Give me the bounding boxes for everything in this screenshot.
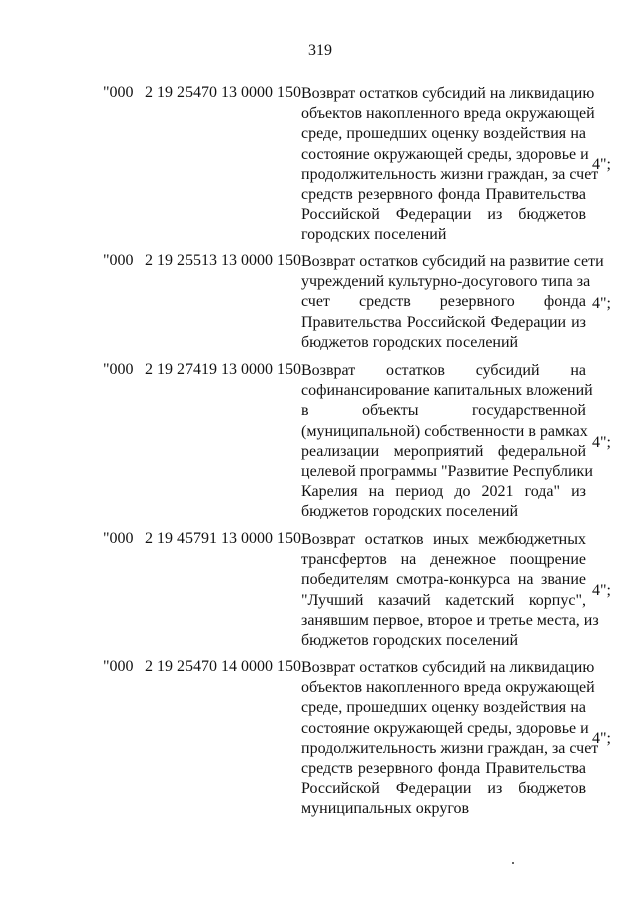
description-line: городских поселений xyxy=(301,226,447,244)
entry-prefix: "000 xyxy=(103,361,134,378)
description-line: бюджетов городских поселений xyxy=(301,632,519,650)
description-line: среде, прошедших оценку воздействия на xyxy=(301,699,586,717)
description-line: объектов накопленного вреда окружающей xyxy=(301,105,595,123)
description-line: учреждений культурно-досугового типа за xyxy=(301,273,591,291)
description-line: Российской Федерации из бюджетов xyxy=(301,206,586,224)
budget-code: 2 19 25470 14 0000 150 xyxy=(145,658,301,675)
description-line: Правительства Российской Федерации из xyxy=(301,313,586,331)
entry-description xyxy=(301,84,599,246)
entry-suffix: 4"; xyxy=(592,730,611,747)
description-line: средств резервного фонда Правительства xyxy=(301,760,586,778)
entry-description xyxy=(301,252,604,353)
description-line: продолжительность жизни граждан, за счет xyxy=(301,165,599,183)
description-line: "Лучший казачий кадетский корпус", xyxy=(301,591,586,609)
description-line: в объекты государственной xyxy=(301,402,586,420)
entry-description xyxy=(301,530,599,651)
budget-code: 2 19 25513 13 0000 150 xyxy=(145,252,301,269)
description-line: среде, прошедших оценку воздействия на xyxy=(301,125,586,143)
entry-suffix: 4"; xyxy=(592,582,611,599)
description-line: продолжительность жизни граждан, за счет xyxy=(301,739,599,757)
budget-code: 2 19 45791 13 0000 150 xyxy=(145,530,301,547)
entry-description xyxy=(301,658,599,820)
description-line: счет средств резервного фонда xyxy=(301,293,586,311)
description-line: Возврат остатков субсидий на ликвидацию xyxy=(301,85,595,102)
description-line: муниципальных округов xyxy=(301,800,470,818)
description-line: софинансирование капитальных вложений xyxy=(301,382,593,400)
description-line: победителям смотра-конкурса на звание xyxy=(301,571,586,589)
description-line: бюджетов городских поселений xyxy=(301,503,519,521)
entry-suffix: 4"; xyxy=(592,434,611,451)
description-line: реализации мероприятий федеральной xyxy=(301,442,586,460)
budget-code: 2 19 27419 13 0000 150 xyxy=(145,361,301,378)
entry-description xyxy=(301,361,593,523)
description-line: Возврат остатков иных межбюджетных xyxy=(301,531,586,548)
entry-prefix: "000 xyxy=(103,530,134,547)
description-line: объектов накопленного вреда окружающей xyxy=(301,679,595,697)
description-line: состояние окружающей среды, здоровье и xyxy=(301,719,589,737)
entry-prefix: "000 xyxy=(103,252,134,269)
description-line: состояние окружающей среды, здоровье и xyxy=(301,145,589,163)
entry-prefix: "000 xyxy=(103,84,134,101)
description-line: целевой программы "Развитие Республики xyxy=(301,463,593,481)
description-line: средств резервного фонда Правительства xyxy=(301,186,586,204)
description-line: Российской Федерации из бюджетов xyxy=(301,780,586,798)
budget-code: 2 19 25470 13 0000 150 xyxy=(145,84,301,101)
entry-prefix: "000 xyxy=(103,658,134,675)
description-line: занявшим первое, второе и третье места, из xyxy=(301,611,599,629)
scan-speck xyxy=(512,862,514,864)
description-line: Возврат остатков субсидий на развитие сети xyxy=(301,253,604,270)
page-number: 319 xyxy=(308,42,332,59)
entry-suffix: 4"; xyxy=(592,295,611,312)
description-line: трансфертов на денежное поощрение xyxy=(301,551,586,569)
description-line: (муниципальной) собственности в рамках xyxy=(301,422,588,440)
entry-suffix: 4"; xyxy=(592,156,611,173)
description-line: бюджетов городских поселений xyxy=(301,333,519,351)
description-line: Возврат остатков субсидий на ликвидацию xyxy=(301,659,595,676)
description-line: Карелия на период до 2021 года" из xyxy=(301,483,586,501)
description-line: Возврат остатков субсидий на xyxy=(301,362,586,379)
